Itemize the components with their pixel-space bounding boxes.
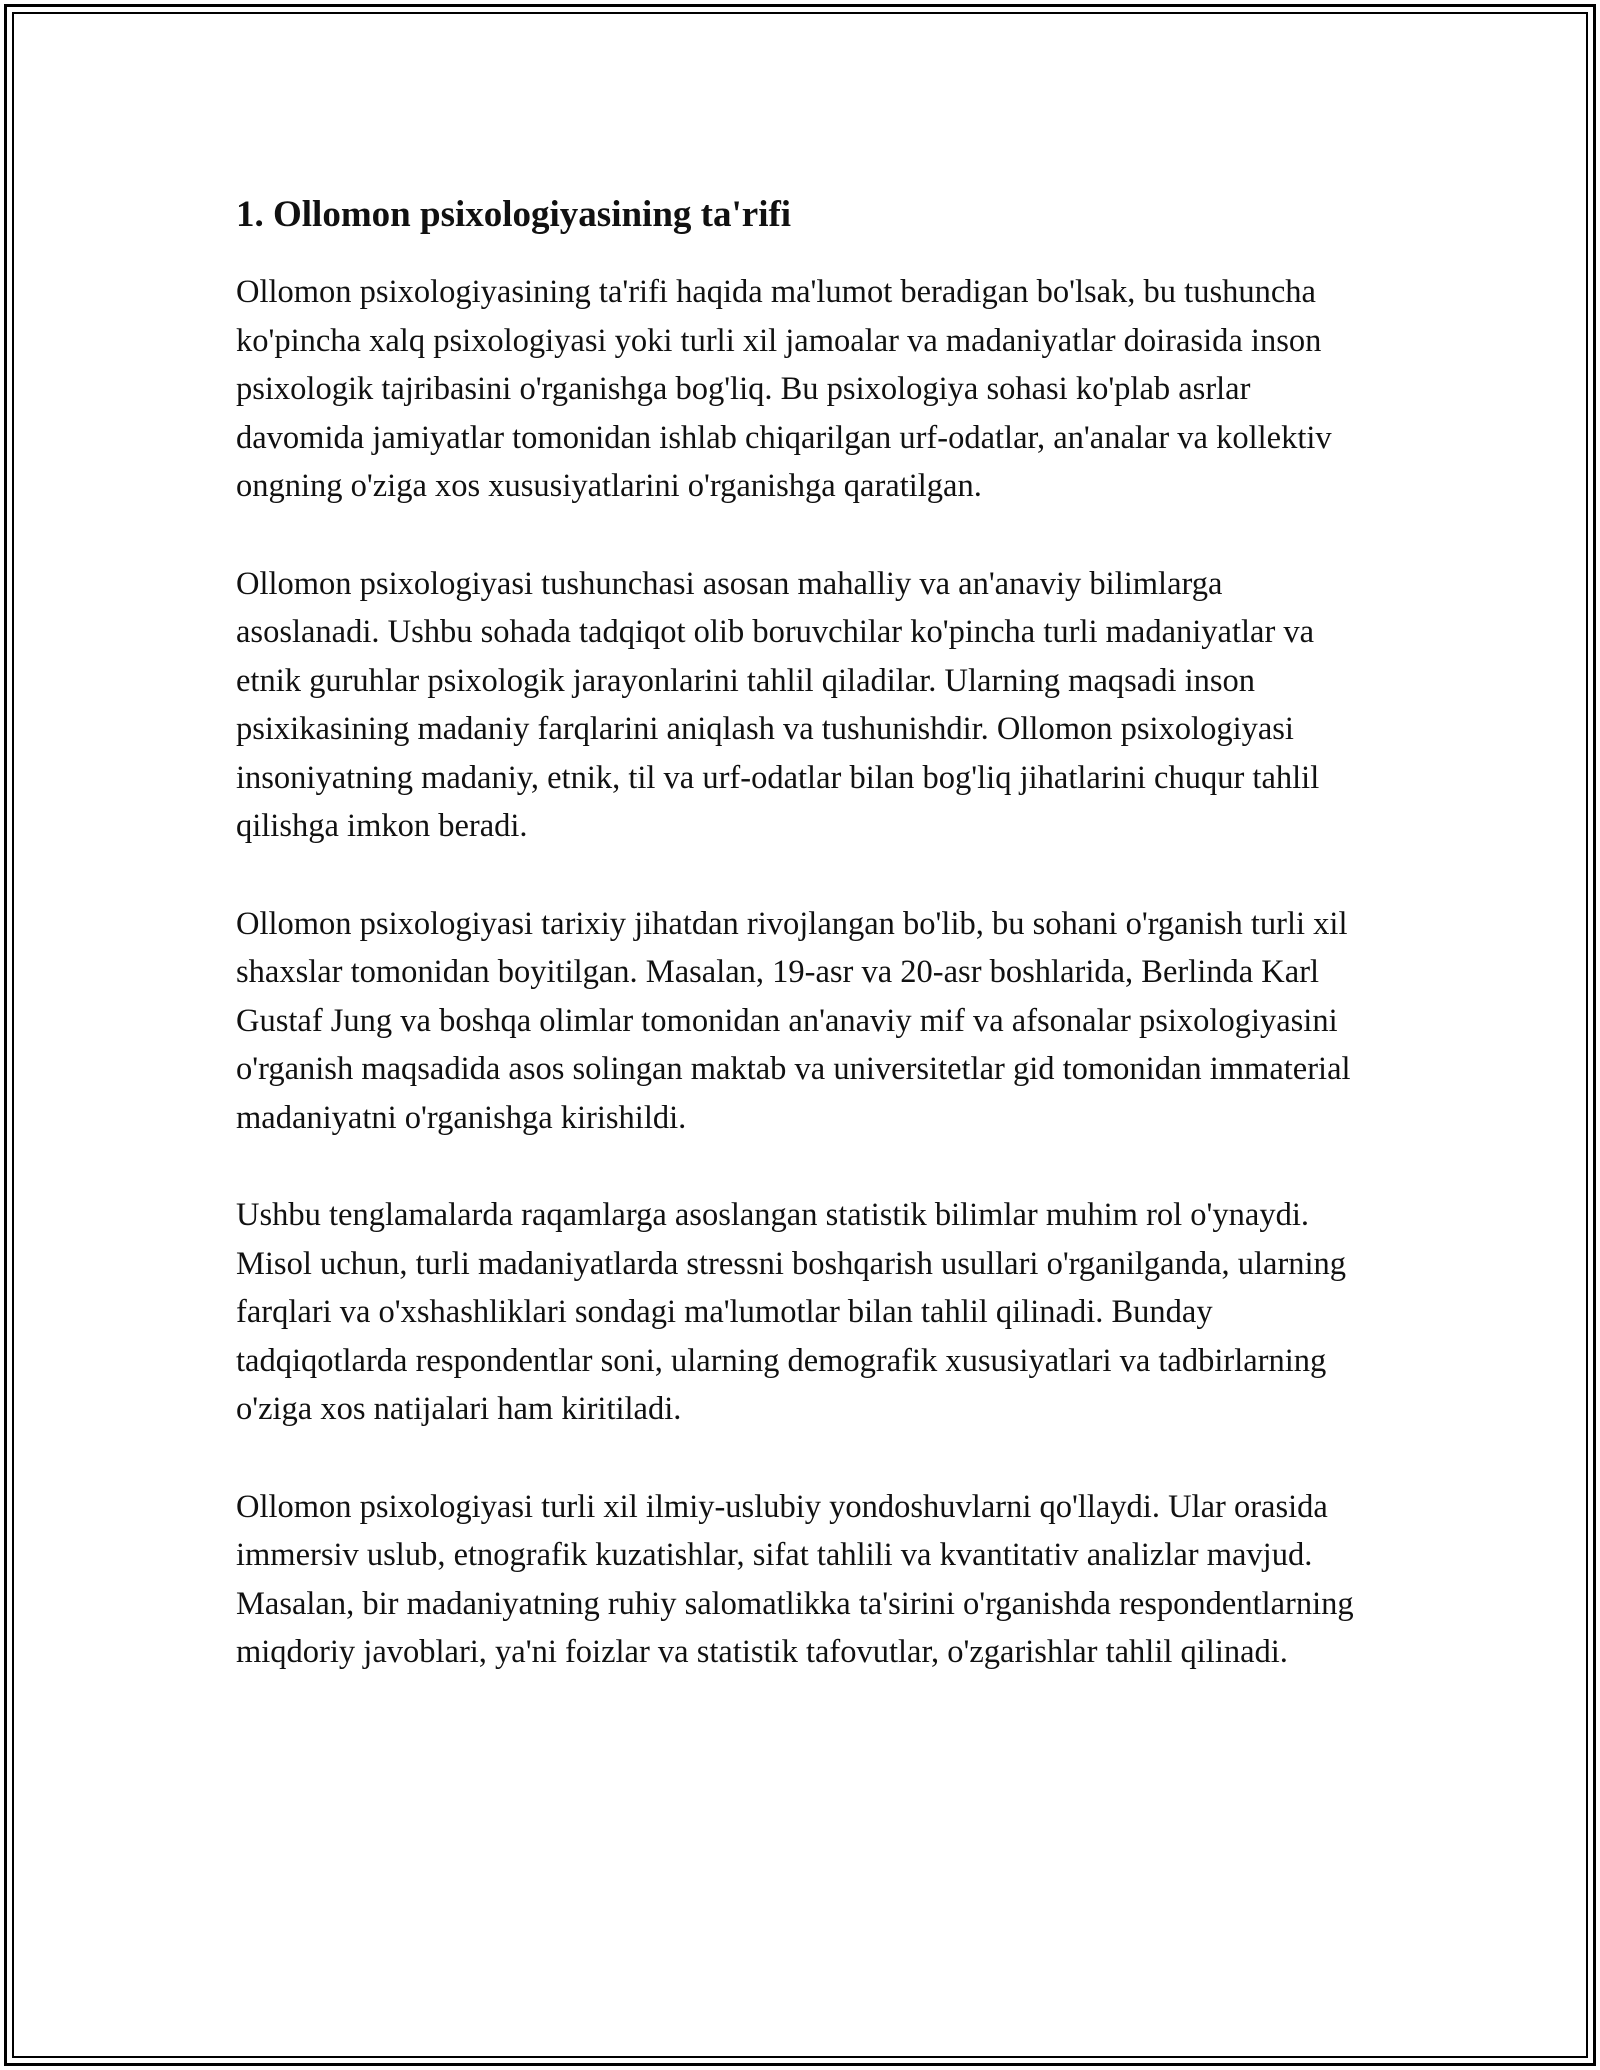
document-body bbox=[236, 186, 1366, 1726]
paragraph-methods: Ollomon psixologiyasi turli xil ilmiy-uslubiy yondoshuvlarni qo'llaydi. Ular orasida immersiv uslub, etnografik kuzatishlar, sifat tahlili va kvantitativ analizlar mavjud. Masalan, bir madaniyatning ruhiy salomatlikka ta'sirini o'rganishda respondentlarning miqdoriy javoblari, ya'ni foizlar va statistik tafovutlar, o'zgarishlar tahlil qilinadi. bbox=[236, 1488, 1354, 1670]
section-heading: 1. Ollomon psixologiyasining ta'rifi bbox=[236, 194, 792, 235]
paragraph-statistics: Ushbu tenglamalarda raqamlarga asoslangan statistik bilimlar muhim rol o'ynaydi. Misol uchun, turli madaniyatlarda stressni boshqarish usullari o'rganilganda, ularning farqlari va o'xshashliklari sondagi ma'lumotlar bilan tahlil qilinadi. Bunday tadqiqotlarda respondentlar soni, ularning demografik xususiyatlari va tadbirlarning o'ziga xos natijalari ham kiritiladi. bbox=[236, 1197, 1347, 1427]
paragraph-definition: Ollomon psixologiyasining ta'rifi haqida ma'lumot beradigan bo'lsak, bu tushuncha ko'pincha xalq psixologiyasi yoki turli xil jamoalar va madaniyatlar doirasida inson psixologik tajribasini o'rganishga bog'liq. Bu psixologiya sohasi ko'plab asrlar davomida jamiyatlar tomonidan ishlab chiqarilgan urf-odatlar, an'analar va kollektiv ongning o'ziga xos xususiyatlarini o'rganishga qaratilgan. bbox=[236, 274, 1332, 504]
paragraph-history: Ollomon psixologiyasi tarixiy jihatdan rivojlangan bo'lib, bu sohani o'rganish turli xil shaxslar tomonidan boyitilgan. Masalan, 19-asr va 20-asr boshlarida, Berlinda Karl Gustaf Jung va boshqa olimlar tomonidan an'anaviy mif va afsonalar psixologiyasini o'rganish maqsadida asos solingan maktab va universitetlar gid tomonidan immaterial madaniyatni o'rganishga kirishildi. bbox=[236, 905, 1351, 1136]
paragraph-concept: Ollomon psixologiyasi tushunchasi asosan mahalliy va an'anaviy bilimlarga asoslanadi. Ushbu sohada tadqiqot olib boruvchilar ko'pincha turli madaniyatlar va etnik guruhlar psixologik jarayonlarini tahlil qiladilar. Ularning maqsadi inson psixikasining madaniy farqlarini aniqlash va tushunishdir. Ollomon psixologiyasi insoniyatning madaniy, etnik, til va urf-odatlar bilan bog'liq jihatlarini chuqur tahlil qilishga imkon beradi. bbox=[236, 565, 1320, 844]
